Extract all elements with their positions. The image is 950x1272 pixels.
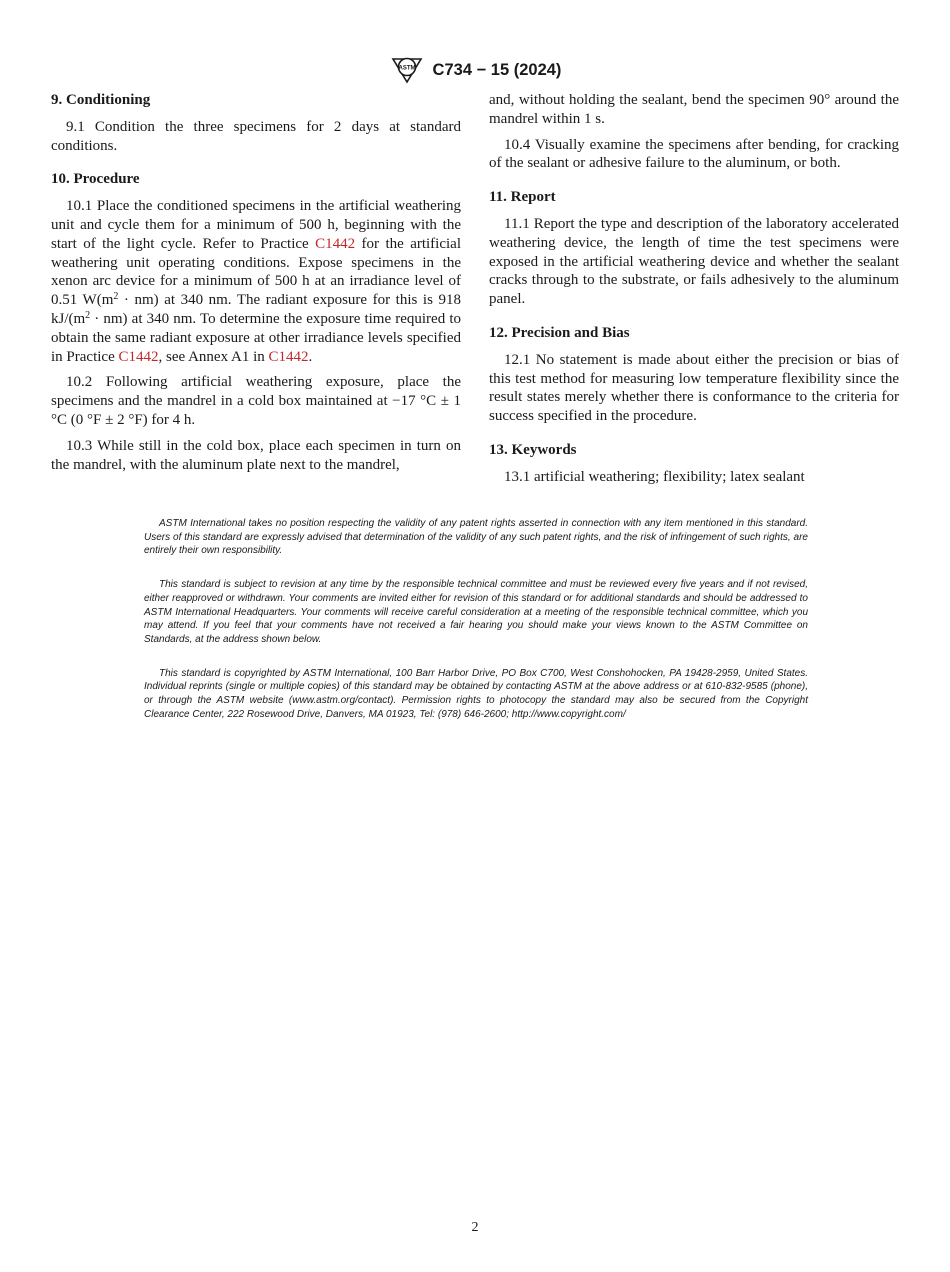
section-12-heading: 12. Precision and Bias [489, 324, 630, 341]
svg-text:ASTM: ASTM [398, 65, 416, 72]
c1442-link[interactable]: C1442 [118, 348, 159, 365]
section-13-heading: 13. Keywords [489, 441, 577, 458]
paragraph-10-3-continued: and, without holding the sealant, bend the specimen 90° around the mandrel within 1 s. [489, 92, 899, 127]
paragraph-9-1: 9.1 Condition the three specimens for 2 days at standard conditions. [51, 118, 461, 154]
astm-logo-icon [389, 56, 425, 84]
page-header [0, 56, 950, 84]
c1442-link[interactable]: C1442 [315, 235, 356, 252]
paragraph-10-4: 10.4 Visually examine the specimens after bending, for cracking of the sealant or adhesive failure to the aluminum, or both. [489, 136, 899, 172]
c1442-link[interactable]: C1442 [268, 348, 309, 365]
paragraph-10-1: 10.1 Place the conditioned specimens in the artificial weathering unit and cycle them for a minimum of 500 h, beginning with the start of the light cycle. Refer to Practice C1442 for the artificial weathering unit operating conditions. Expose specimens in the xenon arc device for a minimum of 500 h at an irradiance level of 0.51 $W(m^2 \cdot nm)$ at 340 nm. The radiant exposure for this is 918 $kJ/(m^2 \cdot nm)$ at 340 nm. To determine the exposure time required to obtain the same radiant exposure at other irradiance levels specified in Practice C1442, see Annex A1 in C1442. [51, 198, 461, 365]
paragraph-12-1: 12.1 No statement is made about either the precision or bias of this test method for measuring low temperature flexibility since the result states merely whether there is conformance to the criteria for success specified in the procedure. [489, 351, 899, 425]
patent-notice: ASTM International takes no position respecting the validity of any patent rights asserted in connection with any item mentioned in this standard. Users of this standard are expressly advised that determination of the validity of any such patent rights, and the risk of infringement of such rights, are entirely their own responsibility. [144, 518, 808, 557]
section-11-heading: 11. Report [489, 189, 556, 206]
section-9-heading: 9. Conditioning [51, 92, 151, 108]
paragraph-10-2: 10.2 Following artificial weathering exposure, place the specimens and the mandrel in a cold box maintained at −17 °C ± 1 °C (0 °F ± 2 °F) for 4 h. [51, 374, 461, 428]
standard-designation: C734 − 15 (2024) [432, 60, 562, 79]
revision-notice: This standard is subject to revision at any time by the responsible technical committee and must be reviewed every five years and if not revised, either reapproved or withdrawn. Your comments are invited either for revision of this standard or for additional standards and should be addressed to ASTM International Headquarters. Your comments will receive careful consideration at a meeting of the responsible technical committee, which you may attend. If you feel that your comments have not received a fair hearing you should make your views known to the ASTM Committee on Standards, at the address shown below. [144, 579, 808, 645]
page-number: 2 [471, 1220, 479, 1235]
legal-footer [144, 517, 808, 741]
copyright-notice: This standard is copyrighted by ASTM International, 100 Barr Harbor Drive, PO Box C700, West Conshohocken, PA 19428-2959, United States. Individual reprints (single or multiple copies) of this standard may be obtained by contacting ASTM at the above address or at 610-832-9585 (phone), or through the ASTM website (www.astm.org/contact). Permission rights to photocopy the standard may also be secured from the Copyright Clearance Center, 222 Rosewood Drive, Danvers, MA 01923, Tel: (978) 646-2600; http://www.copyright.com/ [144, 667, 808, 720]
right-column [489, 91, 899, 494]
paragraph-10-3-start: 10.3 While still in the cold box, place each specimen in turn on the mandrel, with the aluminum plate next to the mandrel, [51, 437, 461, 473]
section-10-heading: 10. Procedure [51, 171, 140, 188]
paragraph-11-1: 11.1 Report the type and description of the laboratory accelerated weathering device, the length of time the test specimens were exposed in the artificial weathering device and whether the sealant cracks through to the substrate, or fails adhesively to the aluminum panel. [489, 215, 899, 308]
paragraph-13-1: 13.1 artificial weathering; flexibility; latex sealant [504, 468, 805, 485]
left-column [51, 91, 461, 481]
